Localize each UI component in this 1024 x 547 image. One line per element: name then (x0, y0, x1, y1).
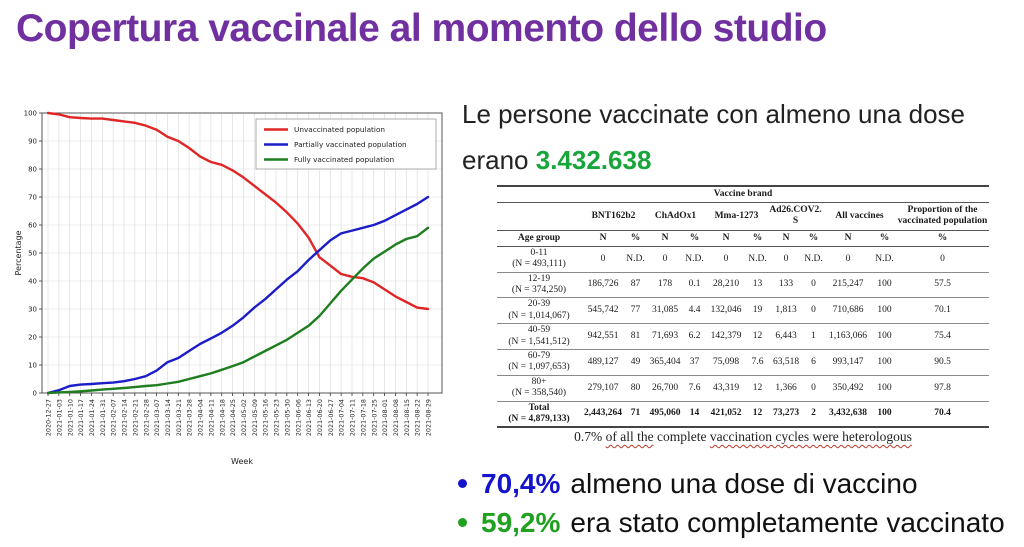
table-cell: 87 (625, 272, 646, 298)
age-group-cell: Total (N = 4,879,133) (497, 401, 581, 427)
col-mrna1273: Mma-1273 (705, 203, 768, 230)
n-header: N (581, 230, 625, 246)
table-row (497, 349, 989, 375)
table-cell: 1,366 (768, 375, 804, 401)
table-cell: 63,518 (768, 349, 804, 375)
intro-text-before: Le persone vaccinate con almeno una dose erano (462, 99, 966, 175)
bullet-at-least-one-dose (458, 464, 1018, 503)
svg-text:60: 60 (28, 221, 37, 230)
age-group-cell: 40-59 (N = 1,541,512) (497, 324, 581, 350)
table-cell: 0 (823, 246, 873, 272)
legend-label: Unvaccinated population (294, 125, 386, 134)
age-group-cell: 80+ (N = 358,540) (497, 375, 581, 401)
table-cell: 7.6 (747, 349, 768, 375)
svg-text:2021-06-13: 2021-06-13 (305, 399, 314, 437)
svg-text:2021-03-21: 2021-03-21 (174, 399, 183, 437)
table-cell: 100 (873, 272, 896, 298)
pct-header: % (896, 230, 989, 246)
svg-text:2021-04-25: 2021-04-25 (229, 399, 238, 437)
age-group-header: Age group (497, 230, 581, 246)
svg-text:2021-08-29: 2021-08-29 (424, 399, 433, 437)
table-title-row (497, 186, 989, 203)
n-header: N (823, 230, 873, 246)
y-axis-label: Percentage (14, 230, 23, 276)
svg-text:2021-05-16: 2021-05-16 (261, 399, 270, 437)
table-row (497, 401, 989, 427)
table-cell: 0 (804, 375, 823, 401)
table-cell: 19 (747, 298, 768, 324)
col-proportion: Proportion of the vaccinated population (896, 203, 989, 230)
svg-text:40: 40 (28, 277, 37, 286)
age-group-cell: 60-79 (N = 1,097,653) (497, 349, 581, 375)
table-cell: 75,098 (705, 349, 747, 375)
age-group-cell: 12-19 (N = 374,250) (497, 272, 581, 298)
table-row (497, 298, 989, 324)
table-cell: 12 (747, 324, 768, 350)
svg-text:50: 50 (28, 249, 37, 258)
table-subheader-row (497, 230, 989, 246)
svg-text:2021-07-25: 2021-07-25 (370, 399, 379, 437)
legend-label: Fully vaccinated population (294, 155, 395, 164)
table-cell: 142,379 (705, 324, 747, 350)
table-cell: 1 (804, 324, 823, 350)
table-cell: 100 (873, 401, 896, 427)
svg-text:2021-04-04: 2021-04-04 (196, 399, 205, 437)
legend (256, 119, 436, 169)
svg-text:2021-01-10: 2021-01-10 (66, 399, 75, 437)
table-cell: 0 (804, 272, 823, 298)
table-cell: 70.1 (896, 298, 989, 324)
svg-text:2021-02-14: 2021-02-14 (120, 399, 129, 437)
table-cell: 0 (581, 246, 625, 272)
table-cell: 71 (625, 401, 646, 427)
table-cell: 37 (684, 349, 705, 375)
table-cell: 49 (625, 349, 646, 375)
svg-text:2021-08-01: 2021-08-01 (381, 399, 390, 437)
table-cell: 3,432,638 (823, 401, 873, 427)
table-cell: 4.4 (684, 298, 705, 324)
table-cell: 186,726 (581, 272, 625, 298)
table-cell: 81 (625, 324, 646, 350)
svg-text:0: 0 (32, 389, 37, 398)
vaccinated-count: 3.432.638 (535, 144, 652, 175)
table-cell: 13 (747, 272, 768, 298)
svg-text:2021-04-11: 2021-04-11 (207, 399, 216, 437)
col-chadox1: ChAdOx1 (646, 203, 705, 230)
table-cell: 77 (625, 298, 646, 324)
table-cell: 6 (804, 349, 823, 375)
svg-text:2021-03-14: 2021-03-14 (164, 399, 173, 437)
table-cell: 0 (768, 246, 804, 272)
table-row (497, 246, 989, 272)
x-axis-label: Week (231, 457, 253, 466)
svg-text:2021-01-31: 2021-01-31 (98, 399, 107, 437)
table-cell: 7.6 (684, 375, 705, 401)
table-cell: 365,404 (646, 349, 684, 375)
series-line-fully-vaccinated-population (48, 228, 428, 393)
pct-header: % (747, 230, 768, 246)
svg-text:2021-03-28: 2021-03-28 (185, 399, 194, 437)
table-cell: 57.5 (896, 272, 989, 298)
table-cell: 100 (873, 349, 896, 375)
pct-header: % (684, 230, 705, 246)
n-header: N (768, 230, 804, 246)
footnote-squiggle-2: vaccination cycles were heterologous (709, 429, 912, 444)
age-group-cell: 0-11 (N = 493,111) (497, 246, 581, 272)
table-cell: 0 (804, 298, 823, 324)
svg-text:2021-07-11: 2021-07-11 (348, 399, 357, 437)
table-cell: 43,319 (705, 375, 747, 401)
svg-text:2021-08-22: 2021-08-22 (413, 399, 422, 437)
svg-text:2021-08-15: 2021-08-15 (402, 399, 411, 437)
svg-text:2021-02-07: 2021-02-07 (109, 399, 118, 437)
table-cell: 0 (896, 246, 989, 272)
table-brand-header-row (497, 203, 989, 230)
table-cell: N.D. (747, 246, 768, 272)
table-cell: 710,686 (823, 298, 873, 324)
table-cell: 1,163,066 (823, 324, 873, 350)
table-cell: 26,700 (646, 375, 684, 401)
table-cell: N.D. (684, 246, 705, 272)
table-cell: 133 (768, 272, 804, 298)
svg-text:2021-05-23: 2021-05-23 (272, 399, 281, 437)
table-row (497, 375, 989, 401)
table-cell: 14 (684, 401, 705, 427)
svg-text:2021-06-20: 2021-06-20 (316, 399, 325, 437)
bullet-fully-vaccinated (458, 503, 1018, 542)
empty-cell (497, 203, 581, 230)
table-cell: 993,147 (823, 349, 873, 375)
table-cell: 0 (646, 246, 684, 272)
vaccination-coverage-chart (12, 101, 452, 475)
bullet-text: almeno una dose di vaccino (570, 468, 918, 499)
bullet-dot-icon (458, 518, 467, 527)
table-cell: 90.5 (896, 349, 989, 375)
svg-text:2021-02-21: 2021-02-21 (131, 399, 140, 437)
bullet-value: 70,4% (481, 468, 561, 499)
age-group-cell: 20-39 (N = 1,014,067) (497, 298, 581, 324)
table-cell: 350,492 (823, 375, 873, 401)
table-cell: N.D. (804, 246, 823, 272)
table-cell: 279,107 (581, 375, 625, 401)
table-cell: 489,127 (581, 349, 625, 375)
table-cell: 215,247 (823, 272, 873, 298)
svg-text:2021-01-03: 2021-01-03 (55, 399, 64, 437)
table-cell: 495,060 (646, 401, 684, 427)
svg-text:2021-01-24: 2021-01-24 (88, 399, 97, 437)
svg-text:2021-06-27: 2021-06-27 (326, 399, 335, 437)
vaccine-brand-table (497, 185, 989, 428)
col-all-vaccines: All vaccines (823, 203, 896, 230)
svg-text:2021-05-02: 2021-05-02 (240, 399, 249, 437)
col-bnt162b2: BNT162b2 (581, 203, 646, 230)
bullet-text: era stato completamente vaccinato (570, 507, 1005, 538)
table-cell: 100 (873, 324, 896, 350)
svg-text:2021-06-06: 2021-06-06 (294, 399, 303, 437)
table-cell: 2,443,264 (581, 401, 625, 427)
n-header: N (705, 230, 747, 246)
table-cell: 2 (804, 401, 823, 427)
table-footnote (497, 429, 989, 445)
footnote-mid: complete (653, 429, 710, 444)
vaccine-table-wrap (497, 185, 989, 428)
svg-text:2021-05-30: 2021-05-30 (283, 399, 292, 437)
svg-text:100: 100 (23, 109, 37, 118)
table-cell: 178 (646, 272, 684, 298)
intro-text (462, 92, 1002, 183)
table-cell: 421,052 (705, 401, 747, 427)
n-header: N (646, 230, 684, 246)
svg-text:2021-02-28: 2021-02-28 (142, 399, 151, 437)
table-cell: 28,210 (705, 272, 747, 298)
svg-text:70: 70 (28, 193, 37, 202)
table-row (497, 272, 989, 298)
table-cell: 0 (705, 246, 747, 272)
table-cell: 942,551 (581, 324, 625, 350)
pct-header: % (625, 230, 646, 246)
table-cell: 132,046 (705, 298, 747, 324)
table-cell: 12 (747, 401, 768, 427)
table-cell: 1,813 (768, 298, 804, 324)
table-cell: 6,443 (768, 324, 804, 350)
table-cell: 0.1 (684, 272, 705, 298)
svg-text:2021-04-18: 2021-04-18 (218, 399, 227, 437)
table-cell: 97.8 (896, 375, 989, 401)
svg-text:2021-05-09: 2021-05-09 (250, 399, 259, 437)
coverage-line-chart-svg (12, 101, 452, 475)
svg-text:10: 10 (28, 361, 37, 370)
footnote-prefix: 0.7% (574, 429, 606, 444)
svg-text:2021-07-18: 2021-07-18 (359, 399, 368, 437)
svg-text:2021-07-04: 2021-07-04 (337, 399, 346, 437)
page-title: Copertura vaccinale al momento dello studio (16, 7, 827, 50)
table-cell: N.D. (873, 246, 896, 272)
svg-text:20: 20 (28, 333, 37, 342)
col-ad26cov2s: Ad26.COV2.S (768, 203, 823, 230)
pct-header: % (873, 230, 896, 246)
summary-bullets (458, 464, 1018, 542)
table-cell: 100 (873, 375, 896, 401)
svg-text:30: 30 (28, 305, 37, 314)
svg-text:2021-03-07: 2021-03-07 (153, 399, 162, 437)
svg-text:90: 90 (28, 137, 37, 146)
table-cell: 80 (625, 375, 646, 401)
svg-text:2021-08-08: 2021-08-08 (392, 399, 401, 437)
table-cell: 71,693 (646, 324, 684, 350)
table-title: Vaccine brand (497, 186, 989, 203)
table-cell: 12 (747, 375, 768, 401)
table-cell: 6.2 (684, 324, 705, 350)
svg-text:80: 80 (28, 165, 37, 174)
table-cell: 100 (873, 298, 896, 324)
table-cell: 70.4 (896, 401, 989, 427)
pct-header: % (804, 230, 823, 246)
table-cell: 545,742 (581, 298, 625, 324)
svg-text:2020-12-27: 2020-12-27 (44, 399, 53, 437)
table-row (497, 324, 989, 350)
bullet-value: 59,2% (481, 507, 561, 538)
legend-label: Partially vaccinated population (294, 140, 407, 149)
bullet-dot-icon (458, 479, 467, 488)
table-cell: 73,273 (768, 401, 804, 427)
table-cell: 75.4 (896, 324, 989, 350)
footnote-squiggle-1: of all the (605, 429, 654, 444)
table-cell: 31,085 (646, 298, 684, 324)
table-cell: N.D. (625, 246, 646, 272)
svg-text:2021-01-17: 2021-01-17 (77, 399, 86, 437)
